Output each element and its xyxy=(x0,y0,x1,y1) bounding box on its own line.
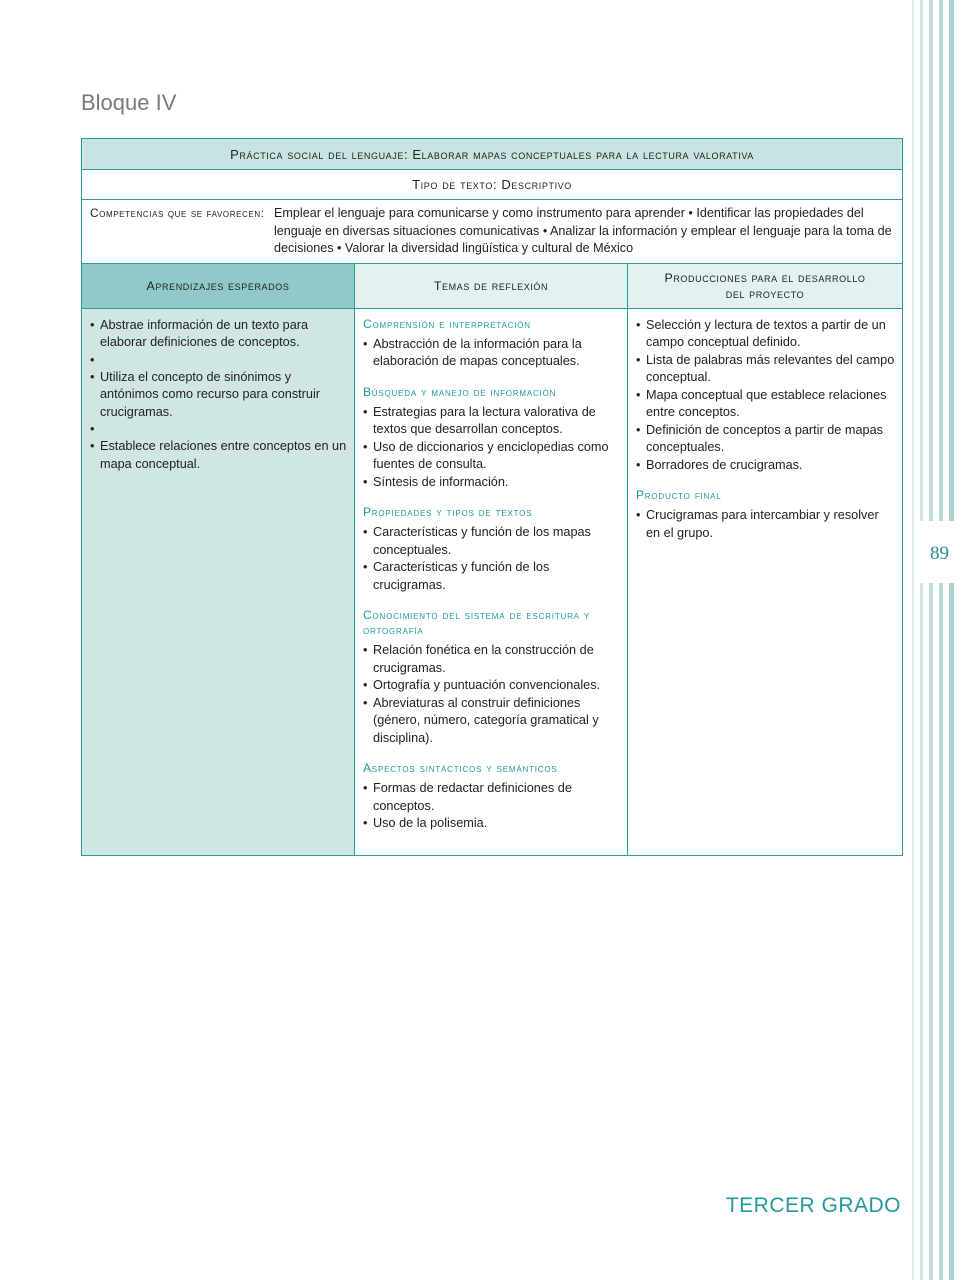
spacer xyxy=(90,352,348,369)
stripe xyxy=(920,0,923,1280)
topics-column xyxy=(355,308,628,855)
list-item: • Utiliza el concepto de sinónimos y antónimos como recurso para construir crucigramas. xyxy=(90,369,348,422)
section-heading: Aspectos sintácticos y semánticos xyxy=(363,761,558,775)
list-item: • Abstracción de la información para la elaboración de mapas conceptuales. xyxy=(363,336,621,371)
topic-list xyxy=(363,642,621,747)
page-number: 89 xyxy=(930,543,949,564)
topic-list xyxy=(363,780,621,833)
topic-list xyxy=(363,336,621,371)
list-item: • Abstrae información de un texto para elaborar definiciones de conceptos. xyxy=(90,317,348,352)
stripe xyxy=(929,0,933,1280)
grade-label: TERCER GRADO xyxy=(725,1194,901,1217)
list-item: • Características y función de los mapas conceptuales. xyxy=(363,524,621,559)
list-item: • Estrategias para la lectura valorativa de textos que desarrollan conceptos. xyxy=(363,404,621,439)
topic-list xyxy=(363,404,621,492)
stripe xyxy=(912,0,914,1280)
list-item: • Establece relaciones entre conceptos en un mapa conceptual. xyxy=(90,438,348,473)
block-title: Bloque IV xyxy=(81,90,177,115)
spacer xyxy=(90,421,348,438)
list-item: • Mapa conceptual que establece relaciones entre conceptos. xyxy=(636,387,896,422)
curriculum-table xyxy=(81,138,903,856)
list-item: • Ortografía y puntuación convencionales. xyxy=(363,677,621,695)
learning-list xyxy=(90,317,348,474)
social-practice-text: Práctica social del lenguaje: Elaborar mapas conceptuales para la lectura valorativa xyxy=(230,146,754,162)
section-heading: Conocimiento del sistema de escritura y ortografía xyxy=(363,608,591,637)
section-heading: Comprensión e interpretación xyxy=(363,316,531,331)
social-practice-header xyxy=(82,139,903,170)
productions-column-header xyxy=(628,263,903,308)
section-heading: Búsqueda y manejo de información xyxy=(363,384,557,399)
list-item: • Uso de diccionarios y enciclopedias como fuentes de consulta. xyxy=(363,439,621,474)
text-type-header xyxy=(82,170,903,200)
list-item: • Selección y lectura de textos a partir de un campo conceptual definido. xyxy=(636,317,896,352)
list-item: • Definición de conceptos a partir de mapas conceptuales. xyxy=(636,422,896,457)
competencies-row xyxy=(82,200,903,264)
competencies-label: Competencias que se favorecen: xyxy=(90,206,265,220)
list-item: • Borradores de crucigramas. xyxy=(636,457,896,475)
final-product-heading: Producto final xyxy=(636,488,722,502)
learning-header-label: Aprendizajes esperados xyxy=(146,278,290,293)
decorative-side-stripes xyxy=(912,0,960,1280)
list-item: • Formas de redactar definiciones de conceptos. xyxy=(363,780,621,815)
topic-list xyxy=(363,524,621,594)
list-item: • Características y función de los crucigramas. xyxy=(363,559,621,594)
learning-column xyxy=(82,308,355,855)
text-type-text: Tipo de texto: Descriptivo xyxy=(412,177,572,192)
list-item: • Uso de la polisemia. xyxy=(363,815,621,833)
productions-column xyxy=(628,308,903,855)
list-item: • Síntesis de información. xyxy=(363,474,621,492)
productions-header-label-line2: del proyecto xyxy=(725,286,805,301)
stripe xyxy=(939,0,943,1280)
productions-list xyxy=(636,317,896,475)
learning-column-header xyxy=(82,263,355,308)
list-item: • Relación fonética en la construcción de crucigramas. xyxy=(363,642,621,677)
stripe xyxy=(949,0,954,1280)
competencies-text: Emplear el lenguaje para comunicarse y como instrumento para aprender • Identificar las propiedades del lenguaje en diversas situaciones comunicativas • Analizar la información y emplear el lenguaje para la toma de decisiones • Valorar la diversidad lingüística y cultural de México xyxy=(274,206,892,255)
productions-header-label-line1: Producciones para el desarrollo xyxy=(664,270,866,285)
list-item: • Crucigramas para intercambiar y resolver en el grupo. xyxy=(636,507,896,542)
list-item: • Lista de palabras más relevantes del campo conceptual. xyxy=(636,352,896,387)
topics-header-label: Temas de reflexión xyxy=(433,278,549,293)
section-heading: Propiedades y tipos de textos xyxy=(363,505,533,519)
topics-column-header xyxy=(355,263,628,308)
list-item: • Abreviaturas al construir definiciones (género, número, categoría gramatical y disciplina). xyxy=(363,695,621,748)
final-product-list xyxy=(636,507,896,542)
